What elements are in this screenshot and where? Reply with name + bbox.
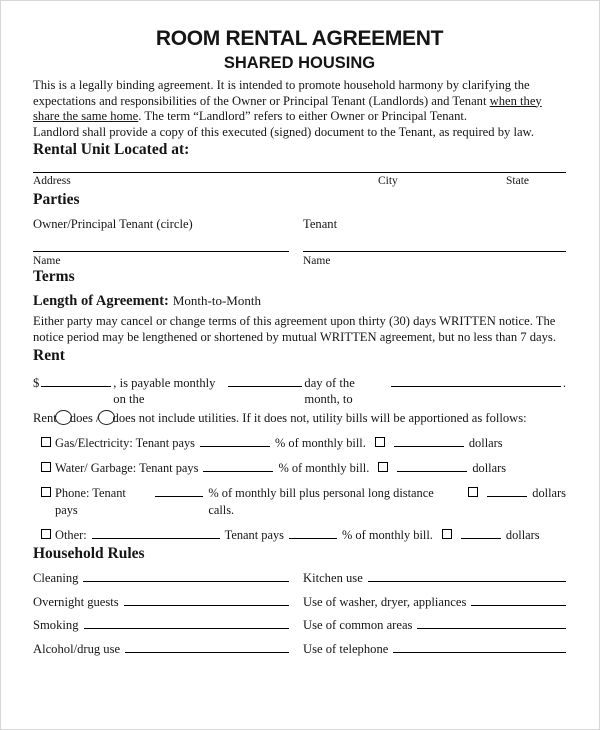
household-rules-row-3 xyxy=(33,618,566,633)
rent-payee-blank[interactable] xyxy=(391,376,561,387)
alcohol-drug-use-blank[interactable] xyxy=(125,642,289,653)
phone-mid-text: % of monthly bill plus personal long distance calls. xyxy=(208,485,434,517)
phone-dollars-checkbox[interactable] xyxy=(468,487,478,497)
gas-electricity-mid-text: % of monthly bill. xyxy=(274,435,366,450)
gas-electricity-label: Gas/Electricity: Tenant pays xyxy=(55,435,195,450)
washer-dryer-appliances-label: Use of washer, dryer, appliances xyxy=(303,594,467,609)
other-percent-blank[interactable] xyxy=(289,528,337,539)
parties-roles-row xyxy=(33,216,566,232)
smoking-blank[interactable] xyxy=(84,618,290,629)
phone-suffix: dollars xyxy=(532,485,566,500)
rent-seg1-text: , is payable monthly on the xyxy=(113,375,216,406)
gas-electricity-dollars-checkbox[interactable] xyxy=(375,437,385,447)
gas-electricity-dollars-blank[interactable] xyxy=(394,436,464,447)
telephone-use-label: Use of telephone xyxy=(303,641,389,656)
household-rules-grid xyxy=(33,571,566,657)
utility-row-other xyxy=(41,527,566,544)
water-garbage-dollars-checkbox[interactable] xyxy=(378,462,388,472)
intro-underlined-phrase: when they share the same home xyxy=(33,93,542,124)
household-rules-heading: Household Rules xyxy=(33,544,145,562)
smoking-label: Smoking xyxy=(33,618,79,633)
other-dollars-blank[interactable] xyxy=(461,528,501,539)
intro-line2: Landlord shall provide a copy of this executed (signed) document to the Tenant, as required by law. xyxy=(33,124,534,139)
rent-line2-seg2: does / xyxy=(69,410,100,425)
cleaning-label: Cleaning xyxy=(33,571,79,586)
tenant-role-label: Tenant xyxy=(303,217,338,232)
kitchen-use-blank[interactable] xyxy=(368,571,566,582)
phone-label: Phone: Tenant pays xyxy=(55,485,126,517)
gas-electricity-checkbox[interactable] xyxy=(41,437,51,447)
alcohol-drug-use-label: Alcohol/drug use xyxy=(33,641,121,656)
state-label: State xyxy=(506,175,529,188)
utility-row-water-garbage xyxy=(41,460,566,477)
other-description-blank[interactable] xyxy=(92,528,220,539)
tenant-name-blank-line[interactable] xyxy=(303,251,566,252)
utilities-list xyxy=(33,435,566,544)
rent-line2-seg3: does not include utilities. If it does not, utility bills will be apportioned as follows: xyxy=(112,410,527,425)
doc-subtitle: SHARED HOUSING xyxy=(223,54,376,72)
terms-body-text: Either party may cancel or change terms of this agreement upon thirty (30) days WRITTEN notice. The notice period may be lengthened or shortened by mutual WRITTEN agreement, but no less than 7 days. xyxy=(33,314,556,344)
rent-heading: Rent xyxy=(33,346,65,364)
other-mid2-text: % of monthly bill. xyxy=(342,527,433,542)
water-garbage-percent-blank[interactable] xyxy=(203,461,273,472)
parties-heading: Parties xyxy=(33,191,80,209)
kitchen-use-label: Kitchen use xyxy=(303,571,363,586)
utility-row-gas-electricity xyxy=(41,435,566,452)
other-mid1-text: Tenant pays xyxy=(224,527,285,542)
other-label: Other: xyxy=(55,527,87,542)
rent-seg2-text: day of the month, to xyxy=(304,375,355,406)
overnight-guests-blank[interactable] xyxy=(124,595,289,606)
water-garbage-suffix: dollars xyxy=(472,460,507,475)
washer-dryer-appliances-blank[interactable] xyxy=(471,595,566,606)
length-of-agreement-label: Length of Agreement: xyxy=(33,293,169,310)
intro-text-after: . The term “Landlord” refers to either Owner or Principal Tenant. xyxy=(138,109,468,124)
household-rules-row-1 xyxy=(33,571,566,586)
owner-role-label: Owner/Principal Tenant (circle) xyxy=(33,217,193,232)
other-dollars-checkbox[interactable] xyxy=(442,529,452,539)
length-of-agreement-value: Month-to-Month xyxy=(172,293,261,309)
intro-text-before: This is a legally binding agreement. It is intended to promote household harmony by clarifying the expectations and responsibilities of the Owner or Principal Tenant (Landlords) and Tenant xyxy=(33,78,530,108)
owner-name-blank-line[interactable] xyxy=(33,251,289,252)
overnight-guests-label: Overnight guests xyxy=(33,594,119,609)
utility-row-phone xyxy=(41,485,566,519)
phone-dollars-blank[interactable] xyxy=(487,486,527,497)
intro-paragraph xyxy=(33,78,566,125)
common-areas-blank[interactable] xyxy=(417,618,566,629)
water-garbage-mid-text: % of monthly bill. xyxy=(278,460,370,475)
terms-heading: Terms xyxy=(33,268,75,286)
rent-utilities-line xyxy=(33,409,566,427)
other-suffix: dollars xyxy=(505,527,540,542)
cleaning-blank[interactable] xyxy=(83,571,289,582)
water-garbage-dollars-blank[interactable] xyxy=(397,461,467,472)
rent-day-blank[interactable] xyxy=(228,376,302,387)
tenant-name-label: Name xyxy=(303,255,331,268)
doc-title: ROOM RENTAL AGREEMENT xyxy=(155,27,444,50)
gas-electricity-suffix: dollars xyxy=(468,435,503,450)
phone-checkbox[interactable] xyxy=(41,487,51,497)
parties-name-row xyxy=(33,251,566,267)
common-areas-label: Use of common areas xyxy=(303,618,413,633)
rental-unit-heading: Rental Unit Located at: xyxy=(33,141,190,159)
rent-amount-blank[interactable] xyxy=(41,376,111,387)
address-label: Address xyxy=(33,175,71,188)
household-rules-row-4 xyxy=(33,642,566,657)
gas-electricity-percent-blank[interactable] xyxy=(200,436,270,447)
address-blank-line[interactable] xyxy=(33,172,566,173)
currency-symbol: $ xyxy=(33,375,40,390)
water-garbage-checkbox[interactable] xyxy=(41,462,51,472)
phone-percent-blank[interactable] xyxy=(155,486,203,497)
address-labels-row xyxy=(33,175,566,190)
city-label: City xyxy=(378,175,398,188)
rent-amount-line xyxy=(33,375,566,407)
length-of-agreement-line xyxy=(33,292,566,310)
rent-period: . xyxy=(562,375,566,390)
rent-line2-seg1: Rent xyxy=(33,410,57,425)
household-rules-row-2 xyxy=(33,595,566,610)
owner-name-label: Name xyxy=(33,255,61,268)
telephone-use-blank[interactable] xyxy=(393,642,566,653)
other-checkbox[interactable] xyxy=(41,529,51,539)
water-garbage-label: Water/ Garbage: Tenant pays xyxy=(55,460,199,475)
